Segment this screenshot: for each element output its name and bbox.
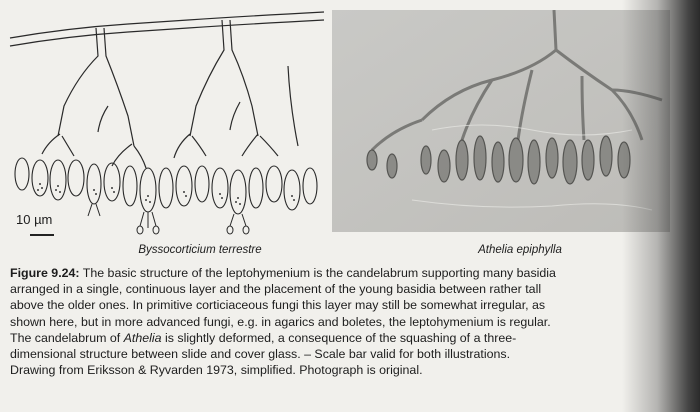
photo-caption: Athelia epiphylla xyxy=(478,244,562,256)
caption-genus-name: Athelia xyxy=(123,330,162,345)
scale-bar-label: 10 µm xyxy=(16,212,53,227)
drawing-caption: Byssocorticium terrestre xyxy=(138,244,262,256)
caption-line-3: above the older ones. In primitive corticiaceous fungi this layer may still be somewhat irregular, as xyxy=(10,298,546,313)
caption-line-2: arranged in a single, continuous layer and the placement of the young basidia between rather tall xyxy=(10,282,542,297)
figure-caption xyxy=(10,265,700,378)
scale-bar-line xyxy=(30,234,54,236)
caption-line-7: Drawing from Eriksson & Ryvarden 1973, simplified. Photograph is original. xyxy=(10,363,423,378)
candelabrum-drawing xyxy=(8,6,326,244)
caption-line-5-end: is slightly deformed, a consequence of the squashing of a three- xyxy=(161,330,517,345)
caption-line-6: dimensional structure between slide and cover glass. – Scale bar valid for both illustrations. xyxy=(10,347,511,362)
caption-line-5 xyxy=(10,330,700,346)
figure-label: Figure 9.24: xyxy=(10,266,80,280)
athelia-photograph xyxy=(332,10,670,232)
caption-line-5-start: The candelabrum of xyxy=(10,330,124,345)
caption-line-1-text: The basic structure of the leptohymenium is the candelabrum supporting many basidia xyxy=(82,266,556,280)
caption-line-1 xyxy=(10,265,700,281)
scale-bar xyxy=(16,212,76,242)
caption-line-4: shown here, but in more advanced fungi, e.g. in agarics and boletes, the leptohymenium is regular. xyxy=(10,314,551,329)
